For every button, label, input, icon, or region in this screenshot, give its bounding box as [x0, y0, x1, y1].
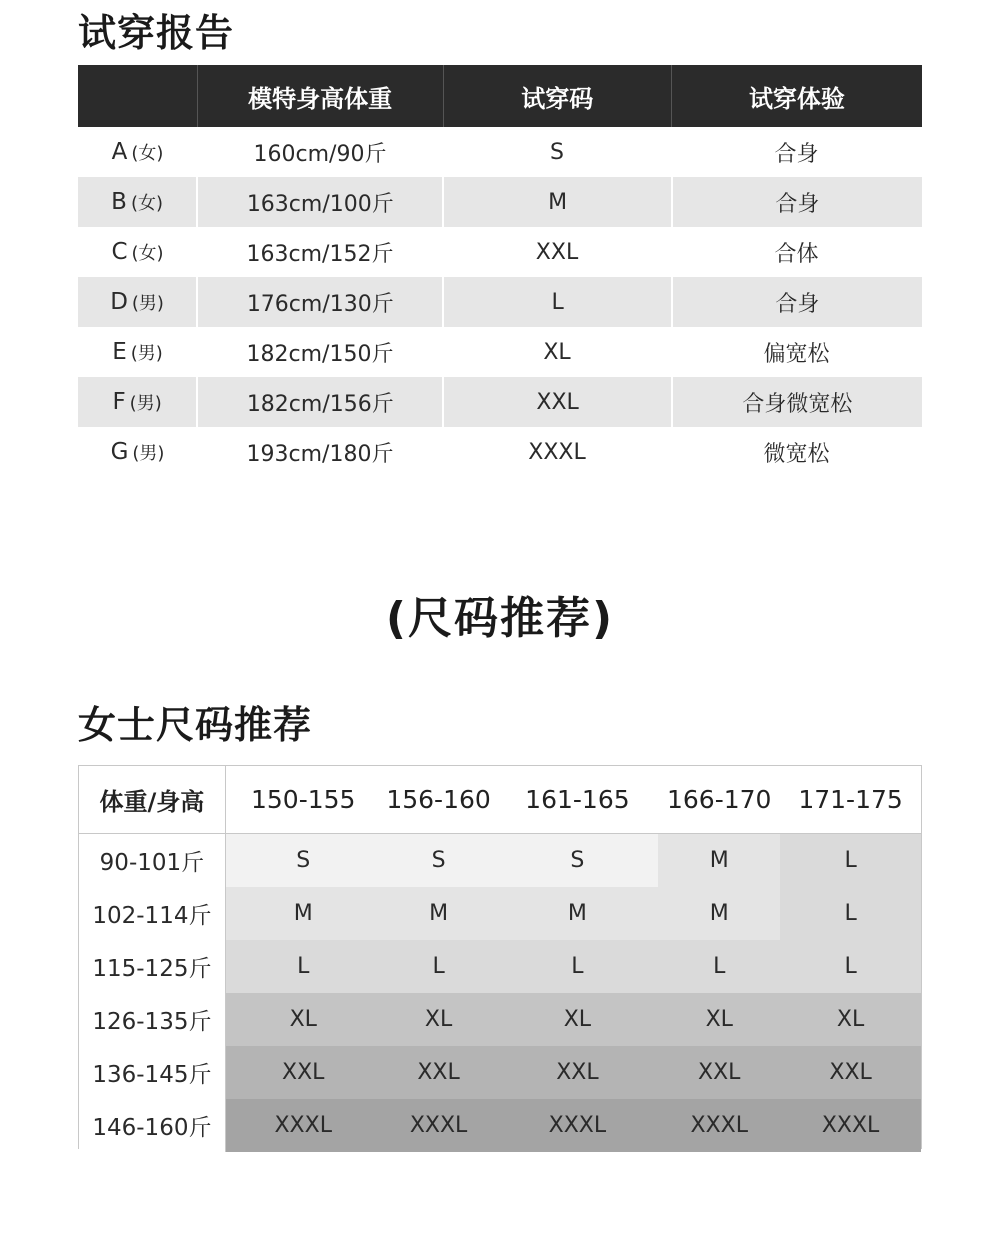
weight-range-label: 146-160斤 — [79, 1099, 226, 1152]
weight-height-corner-label: 体重/身高 — [79, 766, 226, 833]
fit-cell: 微宽松 — [763, 441, 830, 467]
fit-cell: 合身 — [775, 191, 820, 217]
size-cell: XL — [381, 993, 497, 1046]
header-cell-body: 模特身高体重 — [198, 65, 444, 127]
body-cell: 160cm/90斤 — [253, 141, 387, 167]
size-cell: XL — [658, 993, 780, 1046]
table-row — [79, 1046, 921, 1099]
size-cell: XXXL — [528, 439, 586, 465]
table-row — [79, 1099, 921, 1152]
size-cell: S — [550, 139, 564, 165]
model-cell — [78, 127, 197, 177]
table-row — [78, 427, 922, 477]
model-letter: D — [110, 289, 128, 315]
body-cell: 182cm/156斤 — [198, 377, 444, 427]
size-cell: M — [658, 887, 780, 940]
size-cell: XL — [497, 993, 659, 1046]
table-row — [79, 993, 921, 1046]
size-cell: XXXL — [381, 1099, 497, 1152]
size-cell: XXL — [381, 1046, 497, 1099]
size-cell: XXL — [444, 377, 672, 427]
model-cell — [78, 227, 197, 277]
weight-range-label: 90-101斤 — [79, 834, 226, 887]
height-range-header: 156-160 — [386, 785, 491, 814]
size-cell: L — [444, 277, 672, 327]
model-cell — [78, 427, 197, 477]
table-row — [78, 227, 922, 277]
fit-cell: 合身 — [775, 291, 820, 317]
size-recommendation-heading: (尺码推荐) — [385, 593, 615, 644]
size-cell: XXL — [780, 1046, 921, 1099]
height-range-header: 171-175 — [798, 785, 903, 814]
table-row — [78, 327, 922, 377]
model-letter: B — [111, 189, 127, 215]
model-gender: (女) — [131, 243, 164, 264]
size-cell: L — [497, 940, 659, 993]
table-row — [79, 940, 921, 993]
model-gender: (男) — [132, 443, 165, 464]
size-cell: M — [381, 887, 497, 940]
size-cell: M — [226, 887, 381, 940]
trial-report-table — [78, 65, 922, 477]
size-cell: M — [497, 887, 659, 940]
model-cell — [78, 327, 197, 377]
table-row — [78, 177, 922, 227]
header-cell-fit: 试穿体验 — [748, 84, 845, 113]
fit-cell: 合身微宽松 — [742, 391, 853, 417]
model-cell — [78, 177, 198, 227]
model-letter: A — [111, 139, 128, 165]
size-cell: L — [780, 887, 921, 940]
body-cell: 193cm/180斤 — [246, 441, 394, 467]
model-gender: (女) — [130, 193, 163, 214]
trial-report-title: 试穿报告 — [78, 11, 235, 55]
size-cell: L — [381, 940, 497, 993]
body-cell: 176cm/130斤 — [198, 277, 444, 327]
women-size-table — [78, 765, 922, 1149]
model-letter: F — [112, 389, 126, 415]
model-cell — [78, 377, 198, 427]
size-table-header — [79, 766, 921, 834]
model-letter: E — [112, 339, 127, 365]
height-range-header: 150-155 — [251, 785, 356, 814]
size-cell: L — [780, 834, 921, 887]
header-cell-model — [78, 65, 198, 127]
size-cell: S — [497, 834, 659, 887]
body-cell: 163cm/100斤 — [198, 177, 444, 227]
header-cell-size: 试穿码 — [444, 65, 672, 127]
table-row — [79, 887, 921, 940]
model-gender: (女) — [131, 143, 164, 164]
size-cell: M — [658, 834, 780, 887]
size-cell: XXXL — [658, 1099, 780, 1152]
table-row — [78, 377, 922, 427]
size-cell: L — [658, 940, 780, 993]
size-cell: XL — [543, 339, 571, 365]
women-size-title: 女士尺码推荐 — [78, 703, 313, 747]
weight-range-label: 102-114斤 — [79, 887, 226, 940]
size-cell: XXL — [658, 1046, 780, 1099]
body-cell: 163cm/152斤 — [246, 241, 394, 267]
size-cell: S — [226, 834, 381, 887]
weight-range-label: 126-135斤 — [79, 993, 226, 1046]
size-cell: XXXL — [780, 1099, 921, 1152]
size-cell: XL — [780, 993, 921, 1046]
table-row — [78, 277, 922, 327]
size-cell: XXL — [497, 1046, 659, 1099]
size-cell: XXL — [226, 1046, 381, 1099]
size-cell: S — [381, 834, 497, 887]
size-cell: XXL — [535, 239, 579, 265]
model-gender: (男) — [130, 343, 163, 364]
trial-table-header — [78, 65, 922, 127]
model-gender: (男) — [129, 393, 162, 414]
table-row — [79, 834, 921, 887]
size-cell: M — [444, 177, 672, 227]
model-letter: G — [110, 439, 129, 465]
size-cell: XXXL — [226, 1099, 381, 1152]
fit-cell: 合体 — [774, 241, 819, 267]
size-cell: XXXL — [497, 1099, 659, 1152]
table-row — [78, 127, 922, 177]
model-gender: (男) — [131, 293, 164, 314]
model-cell — [78, 277, 198, 327]
model-letter: C — [111, 239, 128, 265]
height-range-header: 166-170 — [667, 785, 772, 814]
size-cell: XL — [226, 993, 381, 1046]
height-range-header: 161-165 — [525, 785, 630, 814]
body-cell: 182cm/150斤 — [246, 341, 394, 367]
weight-range-label: 115-125斤 — [79, 940, 226, 993]
weight-range-label: 136-145斤 — [79, 1046, 226, 1099]
size-cell: L — [780, 940, 921, 993]
fit-cell: 合身 — [774, 141, 819, 167]
size-cell: L — [226, 940, 381, 993]
fit-cell: 偏宽松 — [763, 341, 830, 367]
